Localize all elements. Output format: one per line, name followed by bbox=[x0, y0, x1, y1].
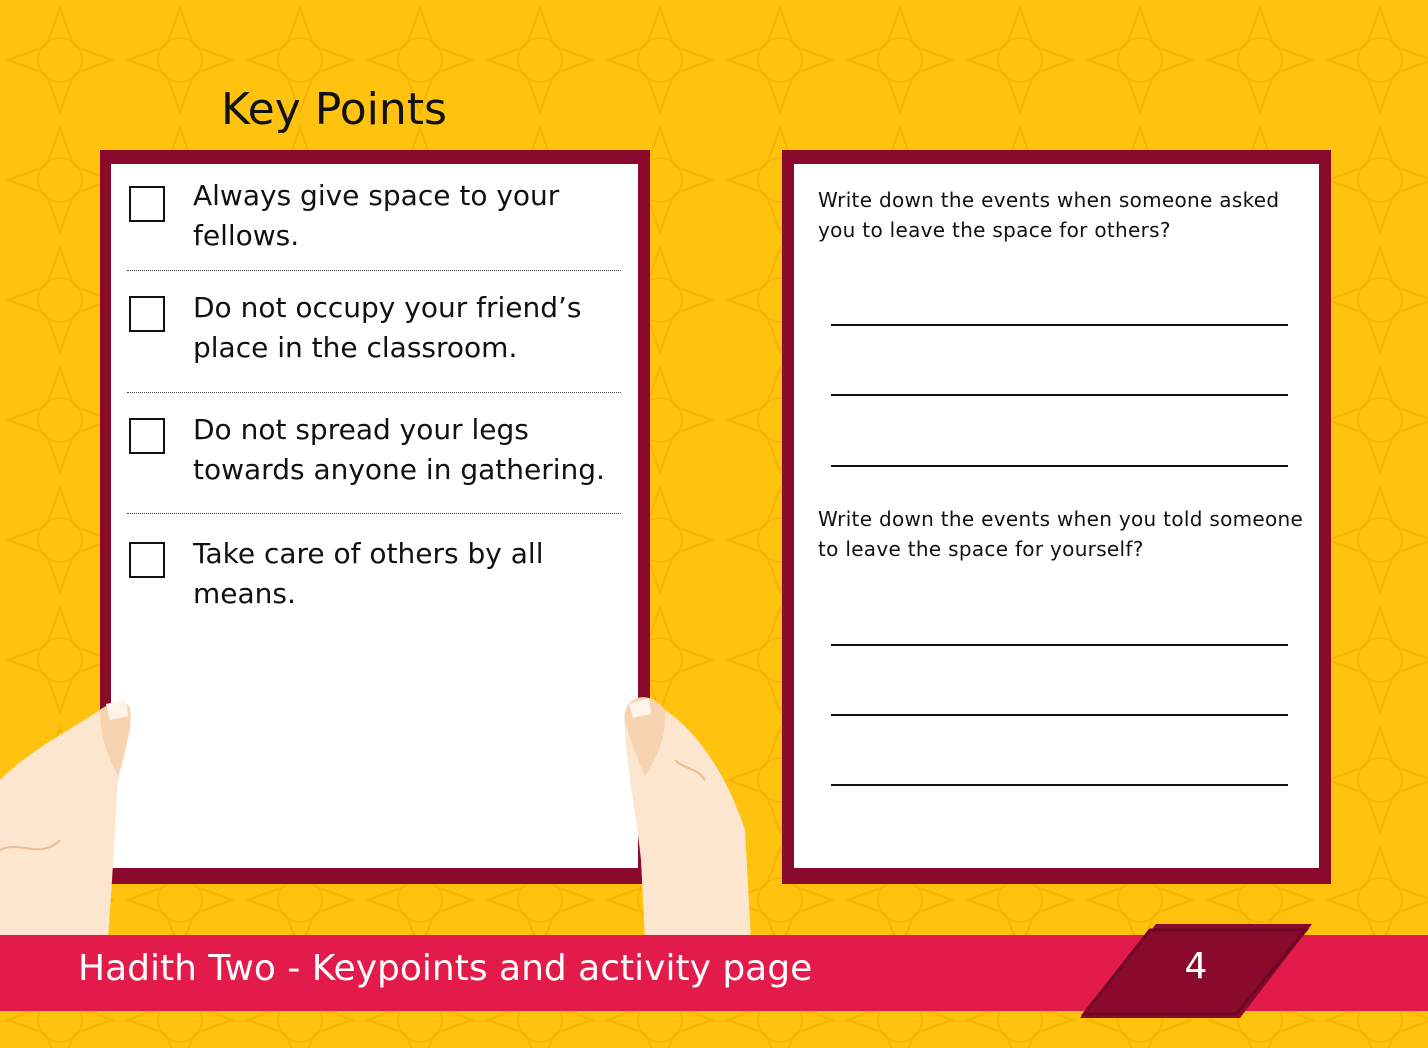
key-points-card bbox=[100, 150, 650, 884]
answer-line[interactable] bbox=[831, 784, 1288, 786]
page-number: 4 bbox=[1184, 946, 1208, 987]
answer-line[interactable] bbox=[831, 324, 1288, 326]
answer-line[interactable] bbox=[831, 465, 1288, 467]
activity-sheet bbox=[794, 164, 1319, 868]
key-point-checkbox[interactable] bbox=[129, 186, 165, 222]
activity-question: Write down the events when someone asked you to leave the space for others? bbox=[818, 188, 1280, 242]
divider bbox=[127, 392, 621, 393]
divider bbox=[127, 513, 621, 514]
activity-question: Write down the events when you told someone to leave the space for yourself? bbox=[818, 507, 1304, 561]
page-heading: Key Points bbox=[221, 84, 447, 135]
key-point-text: Do not occupy your friend’s place in the classroom. bbox=[193, 291, 582, 364]
left-hand-illustration bbox=[0, 690, 150, 940]
answer-line[interactable] bbox=[831, 394, 1288, 396]
key-point-text: Always give space to your fellows. bbox=[193, 179, 560, 252]
answer-line[interactable] bbox=[831, 714, 1288, 716]
right-hand-illustration bbox=[615, 690, 755, 940]
key-points-sheet bbox=[111, 164, 638, 868]
activity-card bbox=[782, 150, 1331, 884]
key-point-checkbox[interactable] bbox=[129, 296, 165, 332]
footer-title: Hadith Two - Keypoints and activity page bbox=[78, 948, 813, 989]
key-point-checkbox[interactable] bbox=[129, 542, 165, 578]
key-point-checkbox[interactable] bbox=[129, 418, 165, 454]
answer-line[interactable] bbox=[831, 644, 1288, 646]
key-point-text: Do not spread your legs towards anyone in gathering. bbox=[193, 413, 605, 486]
divider bbox=[127, 270, 621, 271]
key-point-text: Take care of others by all means. bbox=[193, 537, 544, 610]
